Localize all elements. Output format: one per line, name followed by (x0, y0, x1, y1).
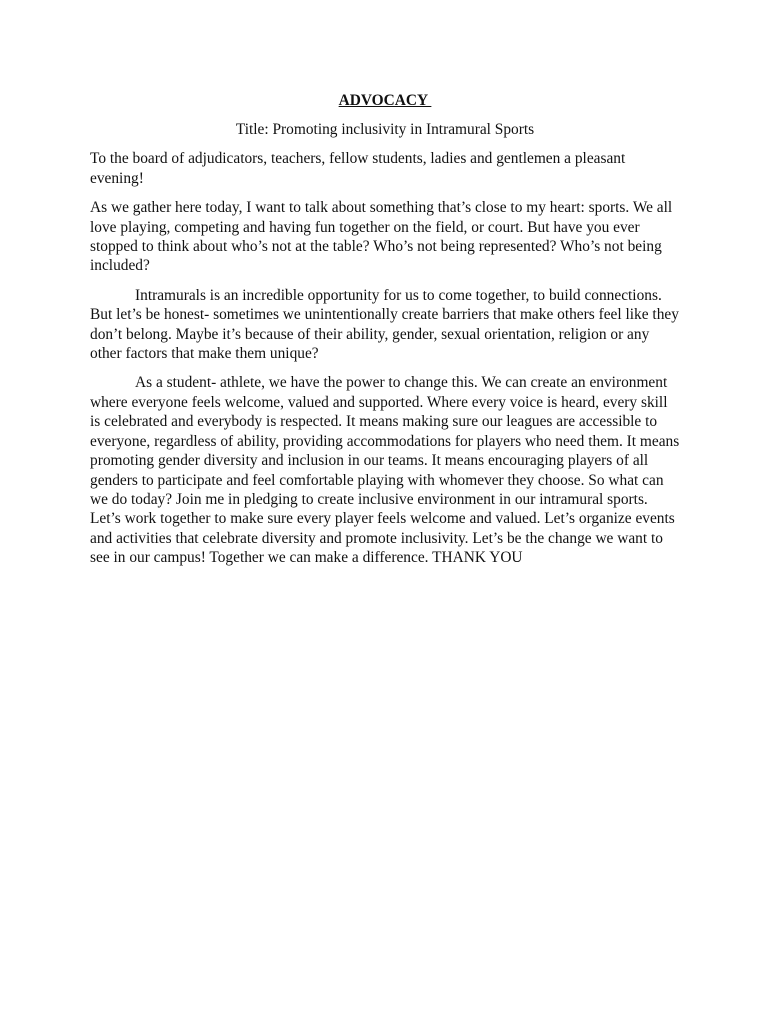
intro-paragraph: As we gather here today, I want to talk about something that’s close to my heart: sports. We all love playing, competing and having fun together on the field, or court. But have you ever stopped to think about who’s not at the table? Who’s not being represented? Who’s not being included? (90, 199, 673, 275)
barriers-paragraph: Intramurals is an incredible opportunity for us to come together, to build connections. But let’s be honest- sometimes we unintentionally create barriers that make others feel like they don’t belong. Maybe it’s because of their ability, gender, sexual orientation, religion or any other factors that make them unique? (90, 286, 679, 363)
call-to-action-paragraph: As a student- athlete, we have the power to change this. We can create an environment where everyone feels welcome, valued and supported. Where every voice is heard, every skill is celebrated and everybody is respected. It means making sure our leagues are accessible to everyone, regardless of ability, providing accommodations for players who need them. It means promoting gender diversity and inclusion in our teams. It means encouraging players of all genders to participate and feel comfortable playing with whomever they choose. So what can we do today? Join me in pledging to create inclusive environment in our intramural sports. Let’s work together to make sure every player feels welcome and valued. Let’s organize events and activities that celebrate diversity and promote inclusivity. Let’s be the change we want to see in our campus! Together we can make a difference. THANK YOU (90, 374, 680, 567)
document-heading: ADVOCACY (338, 92, 432, 109)
document-subtitle: Title: Promoting inclusivity in Intramural Sports (235, 121, 535, 138)
greeting-paragraph: To the board of adjudicators, teachers, fellow students, ladies and gentlemen a pleasant evening! (90, 150, 626, 187)
document-body (90, 91, 680, 578)
